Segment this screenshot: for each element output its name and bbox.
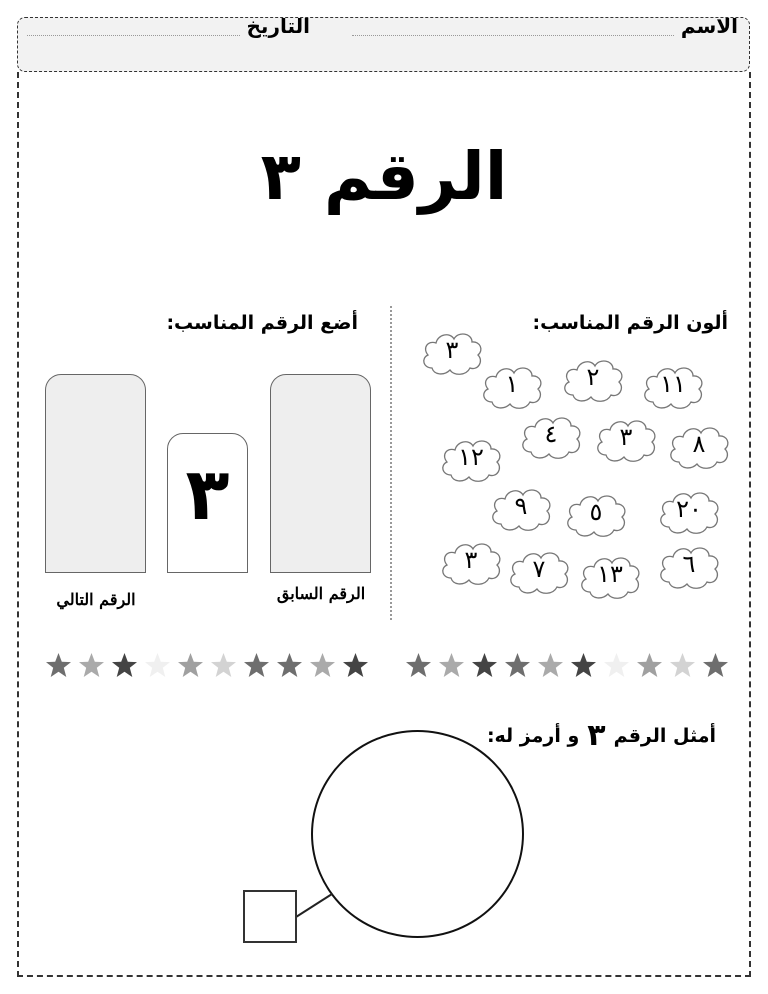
star-icon [45,652,72,679]
cloud-number-label: ٩ [514,492,528,520]
header-box [17,17,750,72]
cloud-number-label: ٧ [532,555,546,583]
star-icon [471,652,498,679]
star-icon [78,652,105,679]
star-icon [504,652,531,679]
next-number-slot[interactable] [45,374,146,573]
cloud-number-label: ٤ [544,420,558,448]
star-icon [537,652,564,679]
star-icon [177,652,204,679]
cloud-number[interactable] [594,415,658,465]
cloud-number[interactable] [578,552,642,602]
star-icon [702,652,729,679]
date-label: التاريخ [246,14,310,38]
star-icon [570,652,597,679]
previous-number-slot[interactable] [270,374,371,573]
current-number-card [167,433,248,573]
previous-number-label: الرقم السابق [276,584,366,603]
star-icon [309,652,336,679]
represent-title-after: و أرمز له: [486,724,580,747]
star-icon [669,652,696,679]
cloud-number-label: ٣ [619,423,633,451]
star-icon [405,652,432,679]
star-icon [342,652,369,679]
next-number-label: الرقم التالي [56,590,136,609]
star-icon [111,652,138,679]
cloud-number-label: ٣ [445,336,459,364]
cloud-number-label: ٢٠ [676,495,702,523]
cloud-number[interactable] [519,412,583,462]
star-icon [636,652,663,679]
cloud-number[interactable] [507,547,571,597]
cloud-number[interactable] [439,435,503,485]
cloud-number-label: ١٢ [458,443,484,471]
connector-line [294,890,334,920]
symbol-box[interactable] [243,890,297,943]
cloud-number-label: ٥ [589,498,603,526]
cloud-number[interactable] [439,538,503,588]
cloud-number-label: ٦ [682,550,696,578]
star-icon [144,652,171,679]
star-icon [438,652,465,679]
star-icon [210,652,237,679]
cloud-number[interactable] [489,484,553,534]
name-field[interactable] [352,35,674,36]
section-divider [390,306,392,620]
page-title: الرقم ٣ [260,138,508,215]
star-icon [603,652,630,679]
date-field[interactable] [27,35,240,36]
current-digit: ٣ [185,452,230,536]
cloud-number[interactable] [420,328,484,378]
cloud-number[interactable] [564,490,628,540]
cloud-number-label: ١٣ [597,560,623,588]
cloud-number-label: ٢ [586,363,600,391]
cloud-number-label: ٣ [464,546,478,574]
cloud-number[interactable] [561,355,625,405]
star-icon [276,652,303,679]
drawing-circle[interactable] [311,730,524,938]
represent-title-before: أمثل الرقم [613,724,716,747]
stars-row-left [45,652,369,679]
stars-row-right [405,652,729,679]
cloud-number-label: ٨ [692,430,706,458]
color-section-title: ألون الرقم المناسب: [532,312,728,334]
star-icon [243,652,270,679]
cloud-number[interactable] [657,487,721,537]
cloud-number[interactable] [667,422,731,472]
represent-section-title [487,718,716,753]
cloud-number-label: ١ [505,370,519,398]
cloud-number[interactable] [657,542,721,592]
cloud-number-label: ١١ [660,370,686,398]
cloud-number[interactable] [641,362,705,412]
cloud-number[interactable] [480,362,544,412]
place-section-title: أضع الرقم المناسب: [166,312,358,334]
represent-digit: ٣ [587,718,606,753]
name-label: الاسم [680,14,738,38]
